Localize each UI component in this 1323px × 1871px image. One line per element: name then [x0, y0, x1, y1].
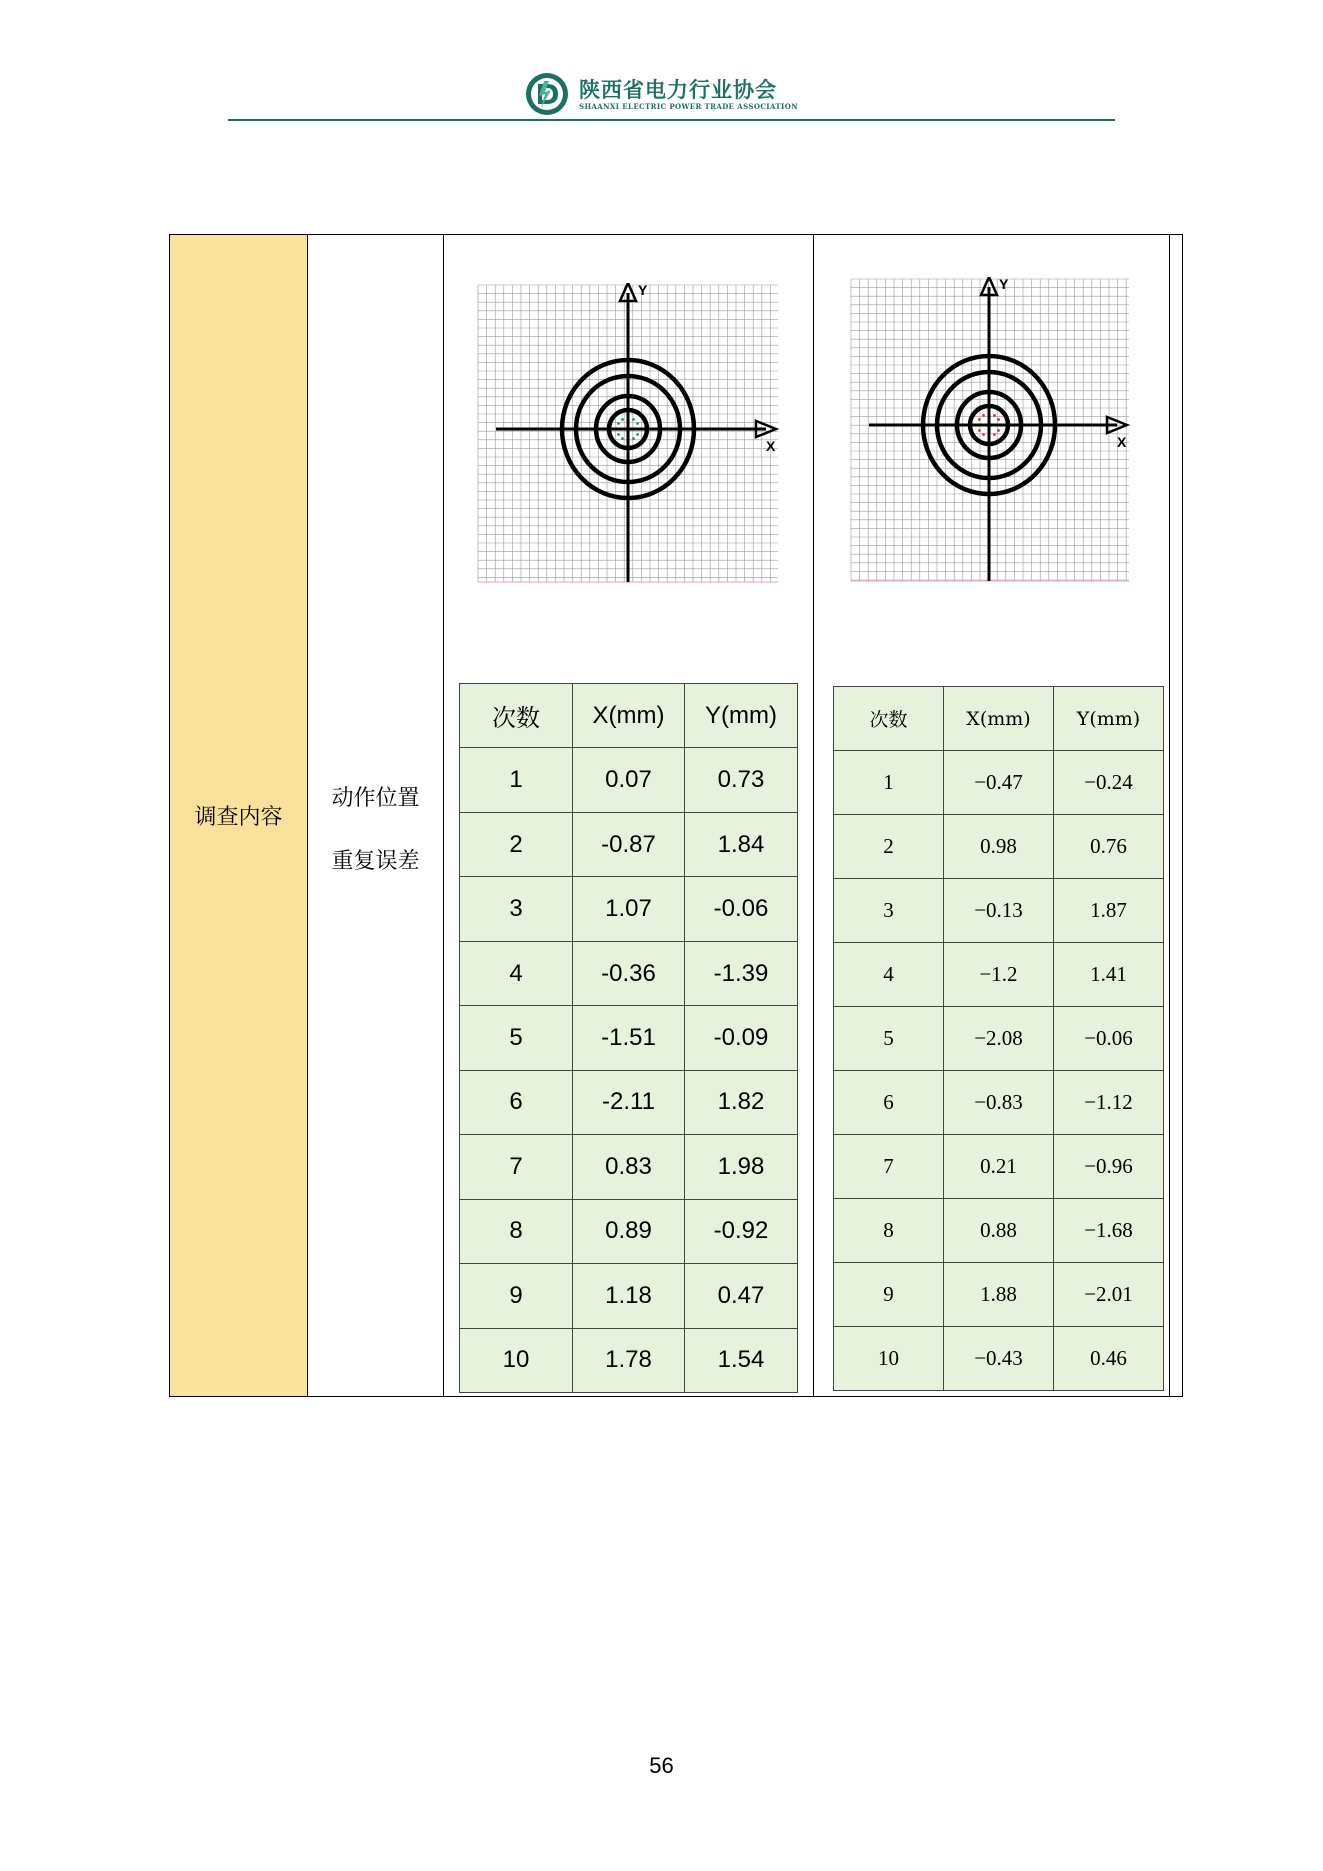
item-label-line1: 动作位置: [331, 786, 420, 811]
y-axis-label: Y: [999, 277, 1009, 292]
table-cell: 1.87: [1054, 879, 1164, 943]
table-cell: -0.92: [685, 1199, 798, 1263]
table-cell: 2: [834, 815, 944, 879]
table-row: [834, 943, 1164, 1007]
table-edge-column: [1170, 235, 1182, 1396]
table-cell: 0.76: [1054, 815, 1164, 879]
table-cell: -0.09: [685, 1006, 798, 1070]
table-cell: 0.47: [685, 1264, 798, 1328]
table-cell: 1: [460, 748, 573, 812]
table-cell: −0.13: [944, 879, 1054, 943]
table-cell: 0.83: [573, 1135, 685, 1199]
table-cell: 3: [834, 879, 944, 943]
table-cell: 1.82: [685, 1070, 798, 1134]
table-cell: -0.06: [685, 877, 798, 941]
column-header: X(mm): [944, 687, 1054, 751]
table-cell: -0.36: [573, 941, 685, 1005]
table-cell: 1.98: [685, 1135, 798, 1199]
table-cell: 6: [834, 1071, 944, 1135]
table-row: [834, 1263, 1164, 1327]
table-cell: 1.18: [573, 1264, 685, 1328]
table-row: [460, 941, 798, 1005]
table-row: [460, 1006, 798, 1070]
left-data-table: [459, 683, 798, 1393]
table-cell: 3: [460, 877, 573, 941]
table-cell: 5: [834, 1007, 944, 1071]
item-cell: [308, 235, 444, 1396]
table-row: [834, 879, 1164, 943]
left-target-plot: [476, 283, 780, 587]
table-cell: −2.08: [944, 1007, 1054, 1071]
table-cell: 4: [460, 941, 573, 1005]
column-header: 次数: [460, 684, 573, 748]
table-row: [460, 877, 798, 941]
table-cell: -2.11: [573, 1070, 685, 1134]
table-cell: -0.87: [573, 812, 685, 876]
column-header: Y(mm): [1054, 687, 1164, 751]
right-data-table: [833, 686, 1164, 1391]
x-axis-label: X: [766, 438, 776, 454]
document-header: [0, 66, 1323, 122]
x-axis-label: X: [1117, 434, 1127, 450]
table-cell: 0.88: [944, 1199, 1054, 1263]
table-row: [460, 1264, 798, 1328]
table-cell: −0.96: [1054, 1135, 1164, 1199]
table-cell: 10: [460, 1328, 573, 1392]
table-cell: −1.2: [944, 943, 1054, 1007]
table-cell: 1.84: [685, 812, 798, 876]
table-row: [460, 1199, 798, 1263]
right-target-plot: [849, 277, 1133, 587]
table-cell: -1.51: [573, 1006, 685, 1070]
axes: [869, 277, 1127, 581]
table-cell: 1.41: [1054, 943, 1164, 1007]
table-cell: 0.07: [573, 748, 685, 812]
table-cell: 7: [834, 1135, 944, 1199]
table-row: [460, 748, 798, 812]
table-cell: −0.47: [944, 751, 1054, 815]
org-name-cn: 陕西省电力行业协会: [578, 77, 777, 102]
table-cell: −0.06: [1054, 1007, 1164, 1071]
category-cell: [170, 235, 308, 1396]
table-row: [834, 1199, 1164, 1263]
category-label: 调查内容: [194, 805, 283, 830]
table-cell: 0.46: [1054, 1327, 1164, 1391]
table-row: [834, 815, 1164, 879]
table-row: [834, 1327, 1164, 1391]
table-cell: −2.01: [1054, 1263, 1164, 1327]
table-row: [834, 1135, 1164, 1199]
table-cell: 0.89: [573, 1199, 685, 1263]
right-result-cell: [814, 235, 1170, 1396]
table-cell: 9: [834, 1263, 944, 1327]
table-row: [834, 1071, 1164, 1135]
table-cell: 10: [834, 1327, 944, 1391]
table-cell: −1.68: [1054, 1199, 1164, 1263]
table-row: [460, 1070, 798, 1134]
left-result-cell: [444, 235, 814, 1396]
table-cell: 8: [834, 1199, 944, 1263]
table-cell: 1: [834, 751, 944, 815]
table-row: [834, 1007, 1164, 1071]
table-cell: 7: [460, 1135, 573, 1199]
column-header: 次数: [834, 687, 944, 751]
page-number: 56: [649, 1753, 674, 1778]
survey-table: [169, 234, 1183, 1397]
table-cell: 2: [460, 812, 573, 876]
table-cell: 0.73: [685, 748, 798, 812]
table-cell: −0.24: [1054, 751, 1164, 815]
table-row: [460, 1328, 798, 1392]
table-row: [460, 812, 798, 876]
table-cell: 1.07: [573, 877, 685, 941]
table-row: [834, 751, 1164, 815]
table-cell: −1.12: [1054, 1071, 1164, 1135]
table-cell: −0.43: [944, 1327, 1054, 1391]
org-name-en: SHAANXI ELECTRIC POWER TRADE ASSOCIATION: [578, 101, 799, 111]
table-cell: 1.88: [944, 1263, 1054, 1327]
y-axis-label: Y: [638, 283, 648, 298]
table-cell: 0.21: [944, 1135, 1054, 1199]
column-header: X(mm): [573, 684, 685, 748]
table-cell: 0.98: [944, 815, 1054, 879]
item-label-line2: 重复误差: [331, 849, 420, 874]
column-header: Y(mm): [685, 684, 798, 748]
table-row: [460, 1135, 798, 1199]
table-cell: 9: [460, 1264, 573, 1328]
table-header-row: [834, 687, 1164, 751]
table-cell: 8: [460, 1199, 573, 1263]
association-wordmark: [579, 78, 798, 111]
table-cell: −0.83: [944, 1071, 1054, 1135]
table-header-row: [460, 684, 798, 748]
association-logo-icon: [525, 72, 569, 116]
header-divider: [228, 119, 1115, 121]
table-cell: -1.39: [685, 941, 798, 1005]
table-cell: 1.54: [685, 1328, 798, 1392]
table-cell: 6: [460, 1070, 573, 1134]
table-cell: 1.78: [573, 1328, 685, 1392]
table-cell: 5: [460, 1006, 573, 1070]
table-cell: 4: [834, 943, 944, 1007]
